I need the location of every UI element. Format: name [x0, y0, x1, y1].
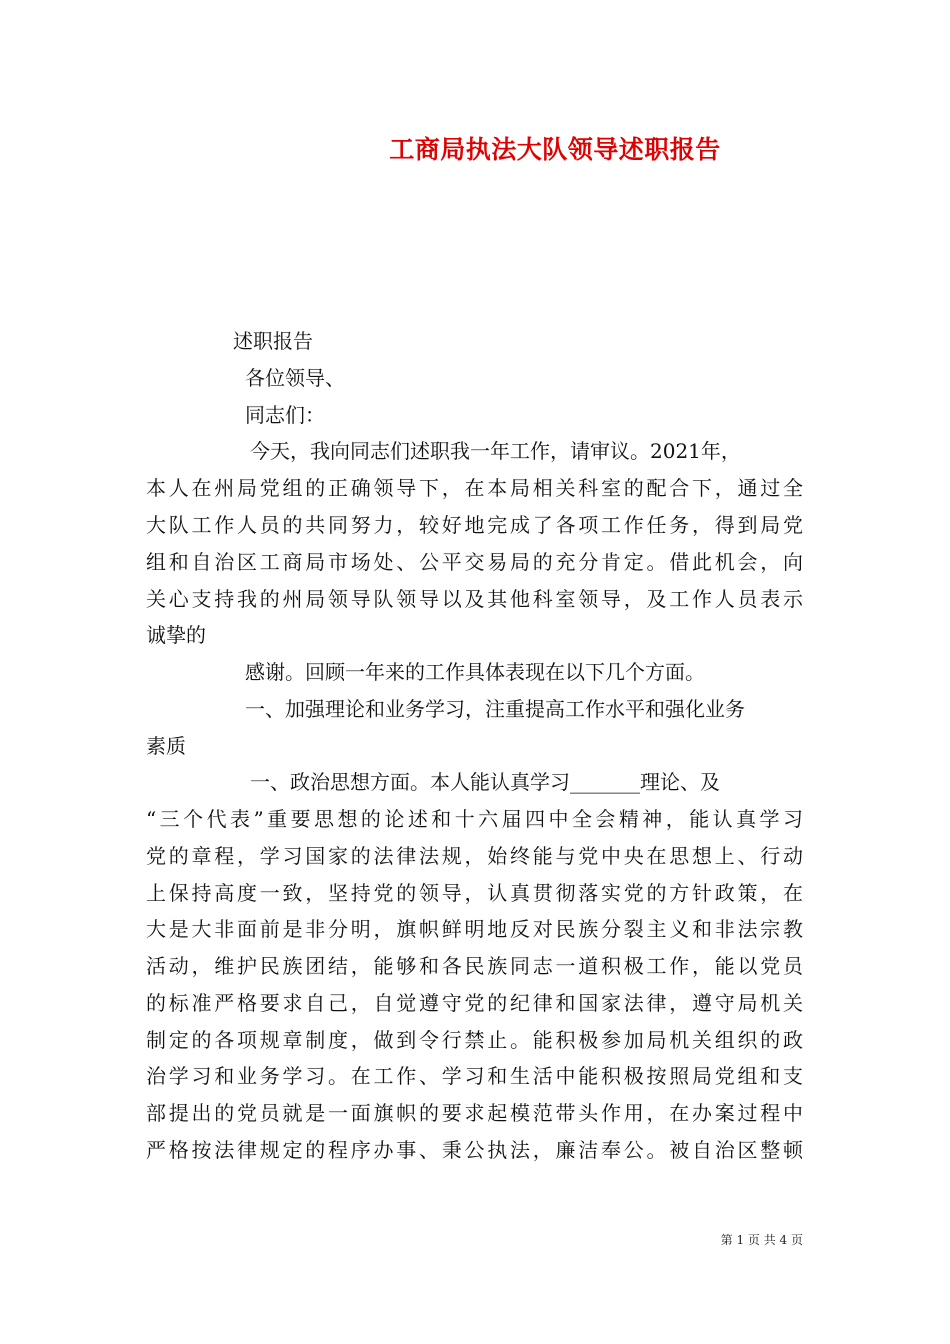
page-footer: 第 1 页 共 4 页	[720, 1233, 803, 1247]
text-line: 一、政治思想方面。本人能认真学习_______理论、及	[250, 770, 720, 794]
text-line: 各位领导、	[245, 366, 345, 390]
text-line: 今天，我向同志们述职我一年工作，请审议。2021年，	[250, 439, 741, 463]
text-line: 本人在州局党组的正确领导下，在本局相关科室的配合下，通过全	[146, 476, 803, 500]
text-line: 大队工作人员的共同努力，较好地完成了各项工作任务，得到局党	[146, 513, 803, 537]
text-line: 党的章程，学习国家的法律法规，始终能与党中央在思想上、行动	[146, 844, 803, 868]
text-line: 活动，维护民族团结，能够和各民族同志一道积极工作，能以党员	[146, 954, 803, 978]
text-line: 严格按法律规定的程序办事、秉公执法，廉洁奉公。被自治区整顿	[146, 1138, 803, 1162]
text-line: 上保持高度一致，坚持党的领导，认真贯彻落实党的方针政策，在	[146, 881, 803, 905]
text-line: 素质	[146, 734, 186, 758]
text-line: 治学习和业务学习。在工作、学习和生活中能积极按照局党组和支	[146, 1064, 803, 1088]
text-line: 制定的各项规章制度，做到令行禁止。能积极参加局机关组织的政	[146, 1028, 803, 1052]
text-line: 感谢。回顾一年来的工作具体表现在以下几个方面。	[245, 660, 705, 684]
text-line: 关心支持我的州局领导队领导以及其他科室领导，及工作人员表示	[146, 587, 803, 611]
text-line: 述职报告	[233, 329, 313, 353]
document-title: 工商局执法大队领导述职报告	[389, 135, 721, 164]
text-line: 大是大非面前是非分明，旗帜鲜明地反对民族分裂主义和非法宗教	[146, 917, 803, 941]
text-line: 一、加强理论和业务学习，注重提高工作水平和强化业务	[245, 697, 745, 721]
text-line: 组和自治区工商局市场处、公平交易局的充分肯定。借此机会，向	[146, 550, 803, 574]
text-line: 的标准严格要求自己，自觉遵守党的纪律和国家法律，遵守局机关	[146, 991, 803, 1015]
text-line: “三个代表”重要思想的论述和十六届四中全会精神，能认真学习	[146, 807, 803, 831]
text-line: 诚挚的	[146, 623, 206, 647]
text-line: 同志们：	[245, 403, 325, 427]
text-line: 部提出的党员就是一面旗帜的要求起模范带头作用，在办案过程中	[146, 1101, 803, 1125]
